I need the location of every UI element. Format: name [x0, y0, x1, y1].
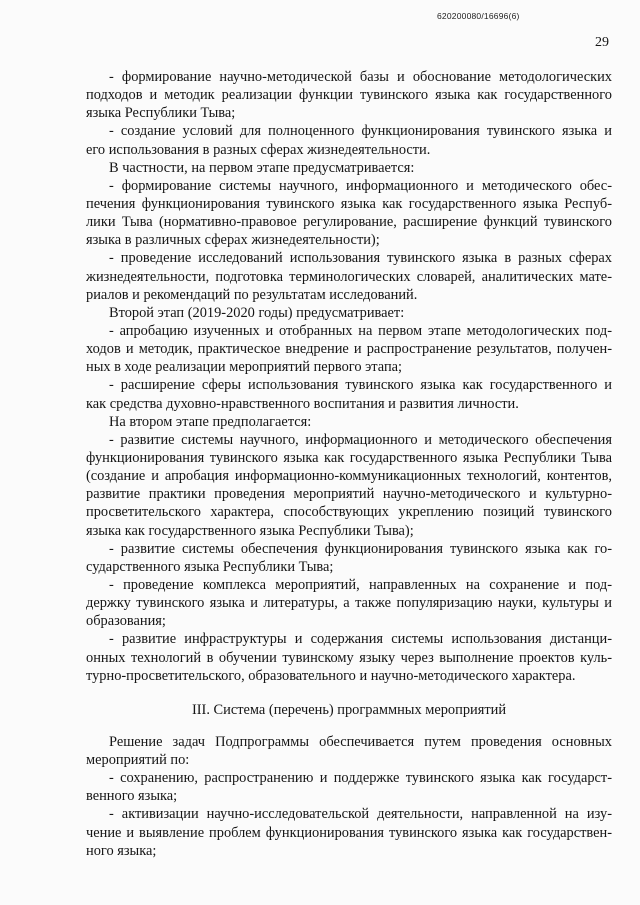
- text-line: - развитие системы обеспечения функционирования тувинского языка как го-: [109, 540, 612, 557]
- text-line: - развитие инфраструктуры и содержания системы использования дистанци-: [109, 631, 612, 648]
- text-line: - сохранению, распространению и поддержке тувинского языка как государст-: [109, 770, 612, 787]
- text-line: лики Тыва (нормативно-правовое регулирование, расширение функций тувинского: [86, 214, 612, 231]
- text-line: держку тувинского языка и литературы, а также популяризацию науки, культуры и: [86, 595, 612, 612]
- text-line: - формирование научно-методической базы и обоснование методологических: [109, 69, 612, 85]
- text-line: просветительского характера, способствующих укреплению позиций тувинского: [86, 504, 612, 521]
- text-line: Решение задач Подпрограммы обеспечивается путем проведения основных: [109, 733, 612, 750]
- text-line: ного языка;: [86, 842, 157, 859]
- text-line: - апробацию изученных и отобранных на первом этапе методологических под-: [109, 322, 612, 339]
- section-heading: III. Система (перечень) программных мероприятий: [191, 701, 507, 718]
- text-line: ходов и методик, практическое внедрение и распространение результатов, получен-: [86, 341, 612, 358]
- body-text: [86, 68, 612, 860]
- text-line: риалов и рекомендаций по результатам исследований.: [86, 286, 418, 303]
- text-line: чение и выявление проблем функционирования тувинского языка как государствен-: [86, 824, 612, 841]
- text-line: развитие практики проведения мероприятий научно-методического и культурно-: [86, 486, 612, 503]
- text-line: - проведение комплекса мероприятий, направленных на сохранение и под-: [109, 576, 612, 593]
- document-code: 620200080/16696(6): [437, 11, 520, 21]
- text-line: образования;: [86, 613, 166, 630]
- text-line: языка в различных сферах жизнедеятельности);: [86, 232, 380, 249]
- text-line: мероприятий по:: [86, 752, 190, 769]
- text-line: Второй этап (2019-2020 годы) предусматривает:: [109, 304, 405, 321]
- text-line: его использования в разных сферах жизнедеятельности.: [86, 141, 431, 158]
- text-line: жизнедеятельности, подготовка терминологических словарей, аналитических мате-: [86, 268, 612, 285]
- text-line: - проведение исследований использования тувинского языка в разных сферах: [109, 250, 612, 267]
- text-line: сударственного языка Республики Тыва;: [86, 558, 334, 575]
- text-line: венного языка;: [86, 788, 178, 805]
- text-line: (создание и апробация информационно-коммуникационных технологий, контентов,: [86, 468, 612, 485]
- text-line: функционирования тувинского языка как государственного языка Республики Тыва: [86, 449, 612, 466]
- text-line: языка как государственного языка Республики Тыва);: [86, 522, 414, 539]
- page-number: 29: [595, 35, 609, 50]
- text-line: - развитие системы научного, информационного и методического обеспечения: [109, 431, 612, 448]
- text-line: В частности, на первом этапе предусматривается:: [109, 159, 415, 176]
- text-line: как средства духовно-нравственного воспитания и развития личности.: [86, 395, 519, 412]
- text-line: - активизации научно-исследовательской деятельности, направленной на изу-: [109, 806, 612, 823]
- text-block-measures: [86, 733, 612, 860]
- text-line: языка Республики Тыва;: [86, 105, 236, 122]
- text-line: печения функционирования тувинского языка как государственного языка Респуб-: [86, 195, 612, 212]
- text-line: - формирование системы научного, информационного и методического обес-: [109, 177, 612, 194]
- text-line: турно-просветительского, образовательного и научно-методического характера.: [86, 667, 576, 684]
- text-line: подходов и методик реализации функции тувинского языка как государственного: [86, 87, 612, 104]
- text-line: - расширение сферы использования тувинского языка как государственного и: [109, 377, 612, 394]
- text-line: ных в ходе реализации мероприятий первого этапа;: [86, 359, 403, 376]
- text-line: онных технологий в обучении тувинскому языку через выполнение проектов куль-: [86, 649, 612, 666]
- text-line: На втором этапе предполагается:: [109, 413, 312, 430]
- text-line: - создание условий для полноценного функционирования тувинского языка и: [109, 123, 612, 140]
- text-block-stages: [86, 68, 612, 685]
